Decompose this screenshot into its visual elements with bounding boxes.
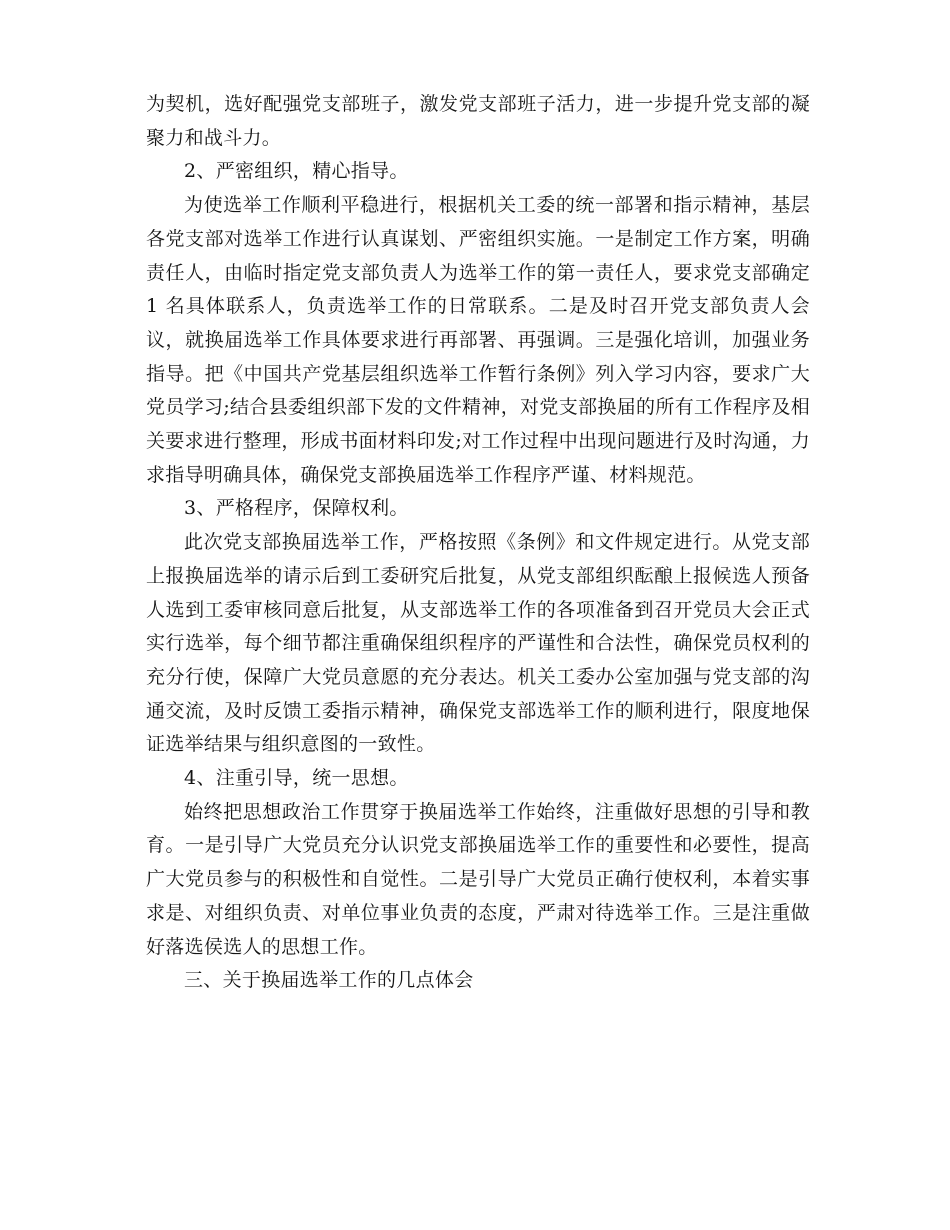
section-heading-experience: 三、关于换届选举工作的几点体会 [184, 969, 474, 992]
paragraph-procedure: 此次党支部换届选举工作，严格按照《条例》和文件规定进行。从党支部上报换届选举的请示后到工委研究后批复，从党支部组织酝酿上报候选人预备人选到工委审核同意后批复，从支部选举工作的各项准备到召开党员大会正式实行选举，每个细节都注重确保组织程序的严谨性和合法性，确保党员权利的充分行使，保障广大党员意愿的充分表达。机关工委办公室加强与党支部的沟通交流，及时反馈工委指示精神，确保党支部选举工作的顺利进行，限度地保证选举结果与组织意图的一致性。 [146, 531, 810, 756]
section-heading-2: 2、严密组织，精心指导。 [184, 160, 409, 183]
paragraph-intro-continuation: 为契机，选好配强党支部班子，激发党支部班子活力，进一步提升党支部的凝聚力和战斗力。 [146, 93, 810, 149]
document-body [146, 88, 810, 998]
section-heading-3: 3、严格程序，保障权利。 [184, 497, 409, 520]
paragraph-organization: 为使选举工作顺利平稳进行，根据机关工委的统一部署和指示精神，基层各党支部对选举工作进行认真谋划、严密组织实施。一是制定工作方案，明确责任人，由临时指定党支部负责人为选举工作的第一责任人，要求党支部确定 1 名具体联系人，负责选举工作的日常联系。二是及时召开党支部负责人会议，就换届选举工作具体要求进行再部署、再强调。三是强化培训，加强业务指导。把《中国共产党基层组织选举工作暂行条例》列入学习内容，要求广大党员学习;结合县委组织部下发的文件精神，对党支部换届的所有工作程序及相关要求进行整理，形成书面材料印发;对工作过程中出现问题进行及时沟通，力求指导明确具体，确保党支部换届选举工作程序严谨、材料规范。 [146, 194, 810, 486]
paragraph-guidance: 始终把思想政治工作贯穿于换届选举工作始终，注重做好思想的引导和教育。一是引导广大党员充分认识党支部换届选举工作的重要性和必要性，提高广大党员参与的积极性和自觉性。二是引导广大党员正确行使权利，本着实事求是、对组织负责、对单位事业负责的态度，严肃对待选举工作。三是注重做好落选侯选人的思想工作。 [146, 800, 810, 958]
section-heading-4: 4、注重引导，统一思想。 [184, 767, 409, 790]
